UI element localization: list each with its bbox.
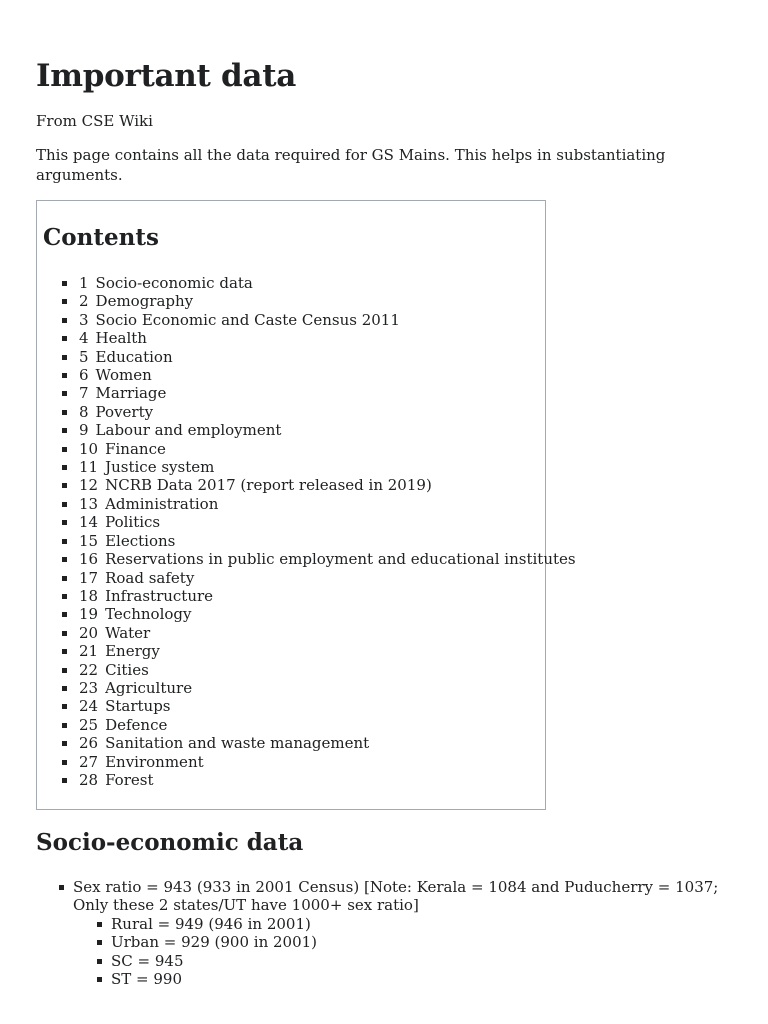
toc-item-number: 19	[79, 605, 99, 624]
toc-item[interactable]	[79, 734, 545, 752]
toc-item-link[interactable]: Socio-economic data	[95, 274, 253, 292]
page-title: Important data	[36, 58, 297, 94]
toc-item[interactable]	[79, 624, 545, 642]
toc-item-number: 3	[79, 310, 89, 329]
toc-item[interactable]	[79, 274, 545, 292]
toc-item-link[interactable]: Forest	[105, 770, 154, 789]
toc-item[interactable]	[79, 587, 545, 605]
toc-item-link[interactable]: Agriculture	[105, 678, 193, 697]
section-list	[36, 878, 732, 988]
toc-item-number: 5	[79, 347, 89, 366]
toc-list	[43, 274, 576, 789]
toc-item[interactable]	[79, 569, 545, 587]
toc-item-link[interactable]: Reservations in public employment and educational institutes	[105, 550, 576, 569]
toc-item-number: 15	[79, 531, 99, 550]
toc-item[interactable]	[79, 697, 545, 715]
toc-item[interactable]	[79, 348, 545, 366]
toc-item-link[interactable]: Marriage	[95, 384, 167, 403]
toc-item[interactable]	[79, 476, 545, 494]
toc-item[interactable]	[79, 292, 545, 310]
toc-item-link[interactable]: Poverty	[95, 402, 154, 421]
toc-item[interactable]	[79, 513, 545, 531]
toc-item-number: 12	[79, 476, 99, 495]
toc-item[interactable]	[79, 329, 545, 347]
toc-item-number: 22	[79, 660, 99, 679]
section-heading: Socio-economic data	[36, 829, 304, 856]
toc-item-number: 28	[79, 770, 99, 789]
toc-item-link[interactable]: Socio Economic and Caste Census 2011	[95, 310, 400, 329]
sub-list-item: Urban = 929 (900 in 2001)	[111, 933, 732, 951]
toc-item-number: 11	[79, 458, 99, 477]
toc-item-link[interactable]: Road safety	[105, 568, 195, 587]
toc-item-link[interactable]: NCRB Data 2017 (report released in 2019)	[105, 476, 432, 495]
page-source: From CSE Wiki	[36, 112, 153, 130]
toc-item[interactable]	[79, 661, 545, 679]
toc-item[interactable]	[79, 458, 545, 476]
toc-item-number: 13	[79, 494, 99, 513]
toc-item[interactable]	[79, 642, 545, 660]
toc-item-number: 1	[79, 274, 89, 292]
toc-item-number: 26	[79, 734, 99, 753]
toc-item-link[interactable]: Defence	[105, 715, 168, 734]
toc-item-number: 18	[79, 586, 99, 605]
sub-list-item: ST = 990	[111, 970, 732, 988]
toc-item-link[interactable]: Finance	[105, 439, 166, 458]
toc-item-link[interactable]: Sanitation and waste management	[105, 734, 370, 753]
toc-item[interactable]	[79, 679, 545, 697]
toc-item-link[interactable]: Infrastructure	[105, 586, 214, 605]
toc-item-number: 27	[79, 752, 99, 771]
sex-ratio-text: Sex ratio = 943 (933 in 2001 Census) [Note: Kerala = 1084 and Puducherry = 1037; Only these 2 states/UT have 1000+ sex ratio]	[73, 878, 719, 915]
toc-item-number: 20	[79, 623, 99, 642]
sub-list-item: Rural = 949 (946 in 2001)	[111, 915, 732, 933]
toc-item-link[interactable]: Cities	[105, 660, 149, 679]
toc-item[interactable]	[79, 495, 545, 513]
toc-item-link[interactable]: Justice system	[105, 458, 215, 477]
toc-item-number: 7	[79, 384, 89, 403]
list-item	[73, 878, 732, 988]
toc-item[interactable]	[79, 366, 545, 384]
toc-item-link[interactable]: Environment	[105, 752, 204, 771]
toc-item[interactable]	[79, 532, 545, 550]
toc-item-link[interactable]: Startups	[105, 697, 171, 716]
toc-item-link[interactable]: Women	[95, 366, 152, 385]
sub-list	[73, 915, 732, 989]
toc-item-link[interactable]: Education	[95, 347, 173, 366]
toc-item-number: 10	[79, 439, 99, 458]
toc-heading: Contents	[43, 224, 159, 251]
toc-item-number: 21	[79, 642, 99, 661]
page-intro: This page contains all the data required for GS Mains. This helps in substantiating arguments.	[36, 146, 666, 184]
toc-item-link[interactable]: Health	[95, 329, 147, 348]
table-of-contents	[36, 200, 576, 810]
toc-item-link[interactable]: Technology	[105, 605, 192, 624]
toc-item[interactable]	[79, 753, 545, 771]
toc-item-link[interactable]: Administration	[105, 494, 219, 513]
toc-item-number: 24	[79, 697, 99, 716]
toc-item-number: 4	[79, 329, 89, 348]
toc-item-number: 23	[79, 678, 99, 697]
toc-item-link[interactable]: Water	[105, 623, 151, 642]
toc-item-number: 6	[79, 366, 89, 385]
toc-item[interactable]	[79, 311, 545, 329]
toc-item[interactable]	[79, 771, 545, 789]
toc-item-number: 16	[79, 550, 99, 569]
toc-item-number: 8	[79, 402, 89, 421]
toc-item-number: 9	[79, 421, 89, 440]
toc-item[interactable]	[79, 440, 545, 458]
toc-item[interactable]	[79, 605, 545, 623]
content	[36, 828, 732, 988]
toc-item-number: 14	[79, 513, 99, 532]
toc-item-number: 25	[79, 715, 99, 734]
toc-item-link[interactable]: Energy	[105, 642, 160, 661]
toc-item[interactable]	[79, 716, 545, 734]
toc-item-link[interactable]: Elections	[105, 531, 176, 550]
toc-item-number: 2	[79, 292, 89, 311]
toc-item[interactable]	[79, 550, 576, 569]
toc-item[interactable]	[79, 384, 545, 402]
toc-item-number: 17	[79, 568, 99, 587]
toc-item[interactable]	[79, 403, 545, 421]
toc-item-link[interactable]: Demography	[95, 292, 194, 311]
toc-item-link[interactable]: Politics	[105, 513, 161, 532]
sub-list-item: SC = 945	[111, 952, 732, 970]
toc-item[interactable]	[79, 421, 545, 439]
toc-item-link[interactable]: Labour and employment	[95, 421, 282, 440]
